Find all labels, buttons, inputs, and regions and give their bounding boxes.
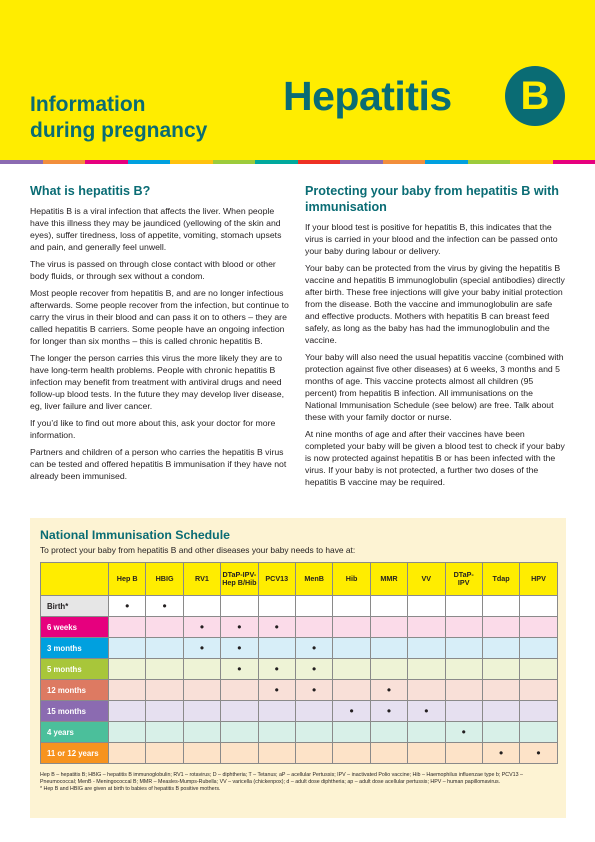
schedule-cell (183, 701, 220, 722)
schedule-cell (221, 638, 258, 659)
stripe-segment (425, 160, 468, 164)
schedule-cell (146, 722, 183, 743)
schedule-row (41, 596, 558, 617)
page-title: Hepatitis (283, 73, 452, 119)
schedule-cell (333, 701, 370, 722)
schedule-row (41, 743, 558, 764)
schedule-cell (408, 743, 445, 764)
schedule-cell (408, 722, 445, 743)
dose-dot: • (237, 619, 242, 634)
schedule-column-header: RV1 (183, 563, 220, 596)
immunisation-schedule-panel (30, 518, 566, 818)
schedule-row-label: 6 weeks (41, 617, 109, 638)
dose-dot: • (125, 598, 130, 613)
schedule-row (41, 722, 558, 743)
schedule-cell (520, 617, 557, 638)
schedule-cell (183, 680, 220, 701)
schedule-cell (370, 638, 407, 659)
paragraph: If you’d like to find out more about this, ask your doctor for more information. (30, 418, 276, 440)
schedule-cell (146, 617, 183, 638)
dose-dot: • (499, 745, 504, 760)
schedule-cell (295, 638, 332, 659)
left-column (30, 183, 291, 487)
schedule-column-header: PCV13 (258, 563, 295, 596)
schedule-cell (221, 596, 258, 617)
schedule-cell (370, 596, 407, 617)
schedule-cell (295, 659, 332, 680)
schedule-cell (183, 638, 220, 659)
schedule-row (41, 680, 558, 701)
dose-dot: • (386, 703, 392, 718)
color-stripe (0, 160, 595, 164)
schedule-row-label: 3 months (41, 638, 109, 659)
title-letter-badge: B (505, 66, 565, 126)
right-column (305, 183, 566, 493)
schedule-cell (295, 617, 332, 638)
schedule-cell (445, 680, 482, 701)
schedule-cell (221, 722, 258, 743)
schedule-cell (221, 701, 258, 722)
schedule-cell (146, 659, 183, 680)
dose-dot: • (312, 661, 317, 676)
schedule-cell (295, 722, 332, 743)
paragraph: Hepatitis B is a viral infection that affects the liver. When people have this illness they may be jaundiced (yellowing of the skin and eyes), suffer tiredness, loss of appetite, vomiting, stomach upsets and pain, and generally feel unwell. (30, 206, 282, 252)
schedule-cell (295, 680, 332, 701)
schedule-cell (221, 743, 258, 764)
schedule-cell (333, 617, 370, 638)
paragraph: Most people recover from hepatitis B, and are no longer infectious afterwards. Some people recover from the infection, but continue to carry the virus in their blood and can pass it on to others – they are called hepatitis B carriers. Some people have an ongoing infection for longer than six months – this is called chronic hepatitis B. (30, 288, 289, 346)
schedule-cell (183, 659, 220, 680)
abbreviation-note: Hep B – hepatitis B; HBIG – hepatitis B immunoglobulin; RV1 – rotavirus; D – diphtheria; T – Tetanus; aP – acellular Pertussis; IPV – inactivated Polio vaccine; Hib – Haemophilus influenzae type b; PCV13 – Pneumococcal; MenB - Meningococcal B; MMR – Measles-Mumps-Rubella; VV – varicella (chickenpox); d – adult dose diphtheria; ap – adult dose acellular pertussis; HPV – human papillomavirus. (40, 772, 523, 785)
schedule-cell (370, 701, 407, 722)
dose-dot: • (274, 682, 279, 697)
schedule-cell (445, 701, 482, 722)
schedule-column-header: VV (408, 563, 445, 596)
schedule-column-header: HPV (520, 563, 557, 596)
schedule-cell (408, 596, 445, 617)
schedule-cell (258, 722, 295, 743)
stripe-segment (213, 160, 256, 164)
schedule-cell (258, 680, 295, 701)
schedule-cell (146, 743, 183, 764)
schedule-cell (445, 617, 482, 638)
birth-footnote: * Hep B and HBIG are given at birth to babies of hepatitis B positive mothers. (40, 786, 221, 792)
section-heading-protecting: Protecting your baby from hepatitis B with immunisation (305, 184, 559, 214)
schedule-cell (520, 743, 557, 764)
schedule-notes (40, 772, 555, 793)
schedule-corner-cell (41, 563, 109, 596)
dose-dot: • (536, 745, 541, 760)
schedule-cell (370, 680, 407, 701)
schedule-cell (109, 722, 146, 743)
schedule-cell (445, 596, 482, 617)
schedule-heading: National Immunisation Schedule (40, 528, 230, 542)
section-heading-what-is: What is hepatitis B? (30, 184, 151, 198)
stripe-segment (0, 160, 43, 164)
schedule-column-header: Tdap (482, 563, 519, 596)
schedule-cell (258, 659, 295, 680)
schedule-cell (520, 701, 557, 722)
schedule-cell (109, 680, 146, 701)
schedule-cell (221, 680, 258, 701)
stripe-segment (340, 160, 383, 164)
dose-dot: • (162, 598, 167, 613)
dose-dot: • (461, 724, 466, 739)
dose-dot: • (274, 619, 279, 634)
schedule-cell (482, 680, 519, 701)
dose-dot: • (312, 640, 317, 655)
schedule-cell (482, 701, 519, 722)
schedule-cell (258, 701, 295, 722)
stripe-segment (468, 160, 511, 164)
dose-dot: • (237, 640, 242, 655)
schedule-cell (258, 743, 295, 764)
stripe-segment (43, 160, 86, 164)
schedule-cell (183, 596, 220, 617)
schedule-cell (258, 638, 295, 659)
schedule-row-label: 4 years (41, 722, 109, 743)
paragraph: The longer the person carries this virus the more likely they are to have long-term health problems. People with chronic hepatitis B infection may benefit from treatment with antiviral drugs and need follow-up blood tests. In the future they may develop liver disease, eg, liver failure and liver cancer. (30, 353, 285, 411)
paragraph: Your baby will also need the usual hepatitis vaccine (combined with protection against five other diseases) at 6 weeks, 3 months and 5 months of age. This vaccine protects almost all children (95 percent) from hepatitis B infection. All immunisations on the National Immunisation Schedule (see below) are free. Talk about these with your family doctor or nurse. (305, 352, 564, 422)
dose-dot: • (199, 619, 205, 634)
schedule-cell (482, 638, 519, 659)
stripe-segment (553, 160, 595, 164)
schedule-cell (333, 659, 370, 680)
schedule-row-label: 12 months (41, 680, 109, 701)
schedule-cell (520, 680, 557, 701)
subtitle-line-2: during pregnancy (30, 119, 208, 142)
schedule-table (40, 562, 558, 764)
schedule-row (41, 659, 558, 680)
paragraph: Your baby can be protected from the virus by giving the hepatitis B vaccine and hepatitis B immunoglobulin (special antibodies) directly after birth. These free injections will give your baby initial protection from the disease. Both the vaccine and immunoglobulin are safe and effective products. Mothers with hepatitis B can breast feed safely, as long as the baby has had the immunoglobulin and the vaccine. (305, 263, 565, 345)
schedule-cell (295, 743, 332, 764)
stripe-segment (255, 160, 298, 164)
schedule-cell (482, 743, 519, 764)
stripe-segment (128, 160, 171, 164)
dose-dot: • (312, 682, 317, 697)
schedule-cell (295, 596, 332, 617)
schedule-cell (333, 596, 370, 617)
schedule-cell (333, 680, 370, 701)
schedule-cell (520, 638, 557, 659)
dose-dot: • (274, 661, 279, 676)
schedule-cell (221, 617, 258, 638)
schedule-row (41, 638, 558, 659)
schedule-row (41, 701, 558, 722)
schedule-cell (221, 659, 258, 680)
schedule-cell (370, 743, 407, 764)
schedule-cell (408, 638, 445, 659)
dose-dot: • (386, 682, 392, 697)
schedule-cell (183, 743, 220, 764)
paragraph: At nine months of age and after their vaccines have been completed your baby will be given a blood test to check if your baby is now protected against hepatitis B or has been infected with the virus. If your baby is not protected, a further two doses of the hepatitis B vaccine may be required. (305, 429, 565, 487)
schedule-cell (146, 701, 183, 722)
schedule-cell (408, 617, 445, 638)
stripe-segment (85, 160, 128, 164)
schedule-cell (482, 722, 519, 743)
schedule-cell (482, 659, 519, 680)
schedule-cell (146, 638, 183, 659)
schedule-cell (482, 617, 519, 638)
schedule-cell (408, 680, 445, 701)
schedule-cell (109, 743, 146, 764)
schedule-cell (445, 722, 482, 743)
schedule-column-header: Hep B (109, 563, 146, 596)
schedule-header-row (41, 563, 558, 596)
schedule-cell (520, 722, 557, 743)
schedule-cell (333, 638, 370, 659)
schedule-column-header: DTaP- IPV (445, 563, 482, 596)
schedule-row (41, 617, 558, 638)
schedule-intro: To protect your baby from hepatitis B and other diseases your baby needs to have at: (40, 545, 356, 555)
schedule-cell (445, 638, 482, 659)
schedule-cell (370, 617, 407, 638)
schedule-cell (146, 680, 183, 701)
paragraph: Partners and children of a person who carries the hepatitis B virus can be tested and offered hepatitis B immunisation if they have not already been immunised. (30, 447, 287, 481)
paragraph: If your blood test is positive for hepatitis B, this indicates that the virus is carried in your blood and the infection can be passed onto your baby during labour or delivery. (305, 222, 558, 256)
subtitle (30, 92, 207, 144)
schedule-cell (109, 596, 146, 617)
schedule-column-header: MenB (295, 563, 332, 596)
schedule-column-header: MMR (370, 563, 407, 596)
schedule-row-label: 11 or 12 years (41, 743, 109, 764)
schedule-cell (109, 701, 146, 722)
schedule-cell (295, 701, 332, 722)
schedule-cell (333, 743, 370, 764)
schedule-cell (408, 701, 445, 722)
schedule-row-label: Birth* (41, 596, 109, 617)
schedule-cell (146, 596, 183, 617)
schedule-cell (520, 596, 557, 617)
schedule-cell (445, 659, 482, 680)
schedule-cell (408, 659, 445, 680)
schedule-row-label: 5 months (41, 659, 109, 680)
schedule-cell (482, 596, 519, 617)
schedule-column-header: HBIG (146, 563, 183, 596)
schedule-column-header: Hib (333, 563, 370, 596)
dose-dot: • (424, 703, 429, 718)
schedule-cell (258, 596, 295, 617)
schedule-cell (183, 722, 220, 743)
schedule-column-header: DTaP-IPV- Hep B/Hib (221, 563, 258, 596)
schedule-cell (520, 659, 557, 680)
dose-dot: • (199, 640, 205, 655)
subtitle-line-1: Information (30, 93, 146, 116)
schedule-cell (183, 617, 220, 638)
dose-dot: • (237, 661, 242, 676)
paragraph: The virus is passed on through close contact with blood or other body fluids, or through sex without a condom. (30, 259, 276, 281)
stripe-segment (383, 160, 426, 164)
header-banner (0, 0, 595, 160)
schedule-cell (333, 722, 370, 743)
schedule-cell (109, 617, 146, 638)
stripe-segment (298, 160, 341, 164)
schedule-cell (109, 638, 146, 659)
schedule-row-label: 15 months (41, 701, 109, 722)
stripe-segment (170, 160, 213, 164)
schedule-cell (370, 722, 407, 743)
schedule-cell (109, 659, 146, 680)
dose-dot: • (349, 703, 354, 718)
schedule-cell (445, 743, 482, 764)
schedule-cell (370, 659, 407, 680)
stripe-segment (510, 160, 553, 164)
schedule-cell (258, 617, 295, 638)
